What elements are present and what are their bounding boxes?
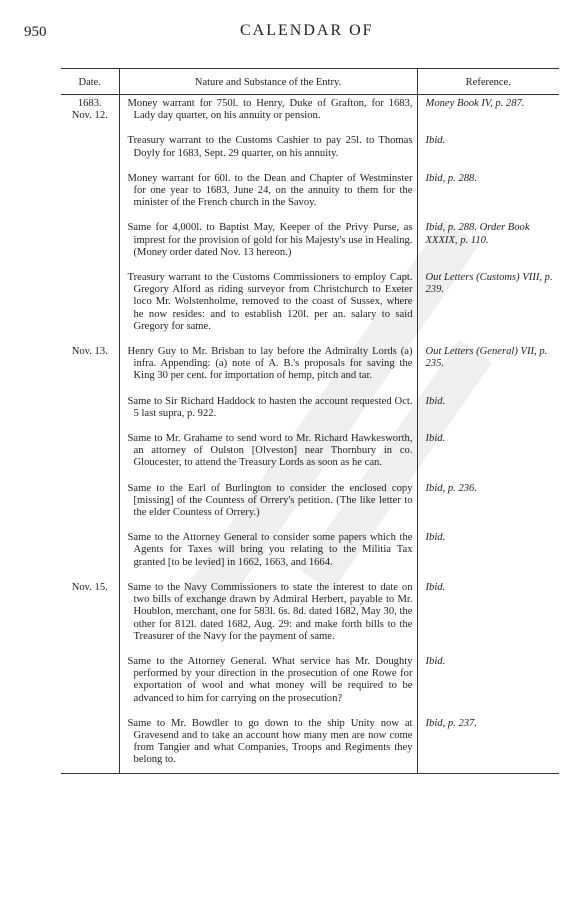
table-row — [61, 346, 559, 396]
table-row — [61, 135, 559, 172]
entry-date — [61, 135, 119, 172]
entry-text: Henry Guy to Mr. Brisban to lay before the Admiralty Lords (a) infra. Appending: (a) note of A. B.'s proposals for saving the King 30 per cent. for importation of hemp, pitch and tar. — [127, 346, 413, 382]
entry-text: Money warrant for 750l. to Henry, Duke of Grafton, for 1683, Lady day quarter, on his annuity or pension. — [127, 98, 413, 122]
date-line: Nov. 15. — [71, 581, 108, 593]
entry-reference: Ibid. — [425, 581, 446, 593]
entry-text: Same to Mr. Grahame to send word to Mr. Richard Hawkesworth, an attorney of Oulston [Olveston] near Thornbury in co. Gloucester, to attend the Treasury Lords as soon as he can. — [127, 433, 413, 469]
entry-date — [61, 433, 119, 483]
table-body — [61, 95, 559, 774]
entry-text: Same for 4,000l. to Baptist May, Keeper of the Privy Purse, as imprest for the provision of gold for his Majesty's use in Healing. (Money order dated Nov. 13 hereon.) — [127, 222, 413, 258]
entry-reference: Ibid. — [425, 433, 446, 445]
table-row — [61, 718, 559, 773]
entry-text: Same to Sir Richard Haddock to hasten the account requested Oct. 5 last supra, p. 922. — [127, 395, 413, 419]
date-line: 1683. — [77, 98, 102, 109]
column-header-reference: Reference. — [417, 69, 559, 95]
entry-text: Treasury warrant to the Customs Commissioners to employ Capt. Gregory Alford as riding surveyor from Christchurch to Exeter loco Mr. Wolstenholme, removed to the coast of Sussex, where he now resides: and to establish 120l. per an. salary to said Gregory for same. — [127, 272, 413, 332]
page-header — [0, 14, 570, 40]
entry-reference: Ibid, p. 236. — [425, 482, 477, 494]
entry-reference: Out Letters (Customs) VIII, p. 239. — [425, 272, 553, 296]
entry-date — [61, 272, 119, 346]
table-row — [61, 272, 559, 346]
entry-text: Same to the Navy Commissioners to state the interest to date on two bills of exchange drawn by Admiral Herbert, payable to Mr. Houblon, merchant, one for 583l. 6s. 8d. dated 1682, May 30, the other for 812l. dated 1682, Aug. 29: and make forth bills to the Treasurer of the Navy for the payment of same. — [127, 581, 413, 642]
table-row — [61, 95, 559, 136]
table-row — [61, 483, 559, 533]
entry-date — [61, 483, 119, 533]
table-row — [61, 173, 559, 223]
entry-reference: Money Book IV, p. 287. — [425, 98, 525, 109]
entry-reference: Ibid, p. 288. — [425, 172, 477, 184]
entry-reference: Ibid. — [425, 532, 446, 544]
entry-reference: Ibid. — [425, 135, 446, 147]
table-row — [61, 656, 559, 718]
entry-text: Same to the Attorney General. What service has Mr. Doughty performed by your direction in the prosecution of one Rowe for exportation of wool and what money will be required to be advanced to him for carrying on the prosecution? — [127, 655, 413, 704]
entry-reference: Ibid. — [425, 655, 446, 667]
entry-text: Same to the Attorney General to consider some papers which the Agents for Taxes will bring you relating to the Militia Tax granted [to be levied] in 1662, 1663, and 1664. — [127, 532, 413, 568]
column-header-date: Date. — [61, 69, 119, 95]
entry-text: Treasury warrant to the Customs Cashier to pay 25l. to Thomas Doyly for 1683, Sept. 29 quarter, on his annuity. — [127, 135, 413, 159]
entry-text: Same to the Earl of Burlington to consider the enclosed copy [missing] of the Countess of Orrery's petition. (The like letter to the elder Countess of Orrery.) — [127, 482, 413, 519]
entry-date — [61, 396, 119, 433]
entry-text: Same to Mr. Bowdler to go down to the ship Unity now at Gravesend and to take an account how many men are now come from Tangier and what Companies, Troops and Regiments they belong to. — [127, 717, 413, 766]
entry-reference: Ibid, p. 237. — [417, 718, 559, 773]
page-number: 950 — [24, 24, 47, 40]
entry-date — [61, 582, 119, 656]
table-row — [61, 222, 559, 272]
column-header-entry: Nature and Substance of the Entry. — [119, 69, 417, 95]
entry-reference: Out Letters (General) VII, p. 235. — [425, 346, 548, 370]
date-line: Nov. 12. — [71, 110, 108, 122]
entry-date — [61, 718, 119, 773]
entry-date — [61, 532, 119, 582]
running-title: CALENDAR OF — [240, 22, 374, 39]
table-row — [61, 532, 559, 582]
date-line: Nov. 13. — [71, 346, 108, 358]
table-row — [61, 396, 559, 433]
entry-text: Money warrant for 60l. to the Dean and Chapter of Westminster for one year to 1683, June 24, on the annuity to them for the minister of the French church in the Savoy. — [127, 172, 413, 209]
entry-date — [61, 173, 119, 223]
table-header-row — [61, 69, 559, 95]
entry-date — [61, 346, 119, 396]
entry-date — [61, 656, 119, 718]
table-row — [61, 433, 559, 483]
entry-date — [61, 95, 119, 136]
entry-reference: Ibid. — [425, 395, 446, 407]
table-row — [61, 582, 559, 656]
calendar-table — [61, 68, 559, 774]
entry-date — [61, 222, 119, 272]
entry-reference: Ibid, p. 288. Order Book XXXIX, p. 110. — [425, 222, 530, 246]
